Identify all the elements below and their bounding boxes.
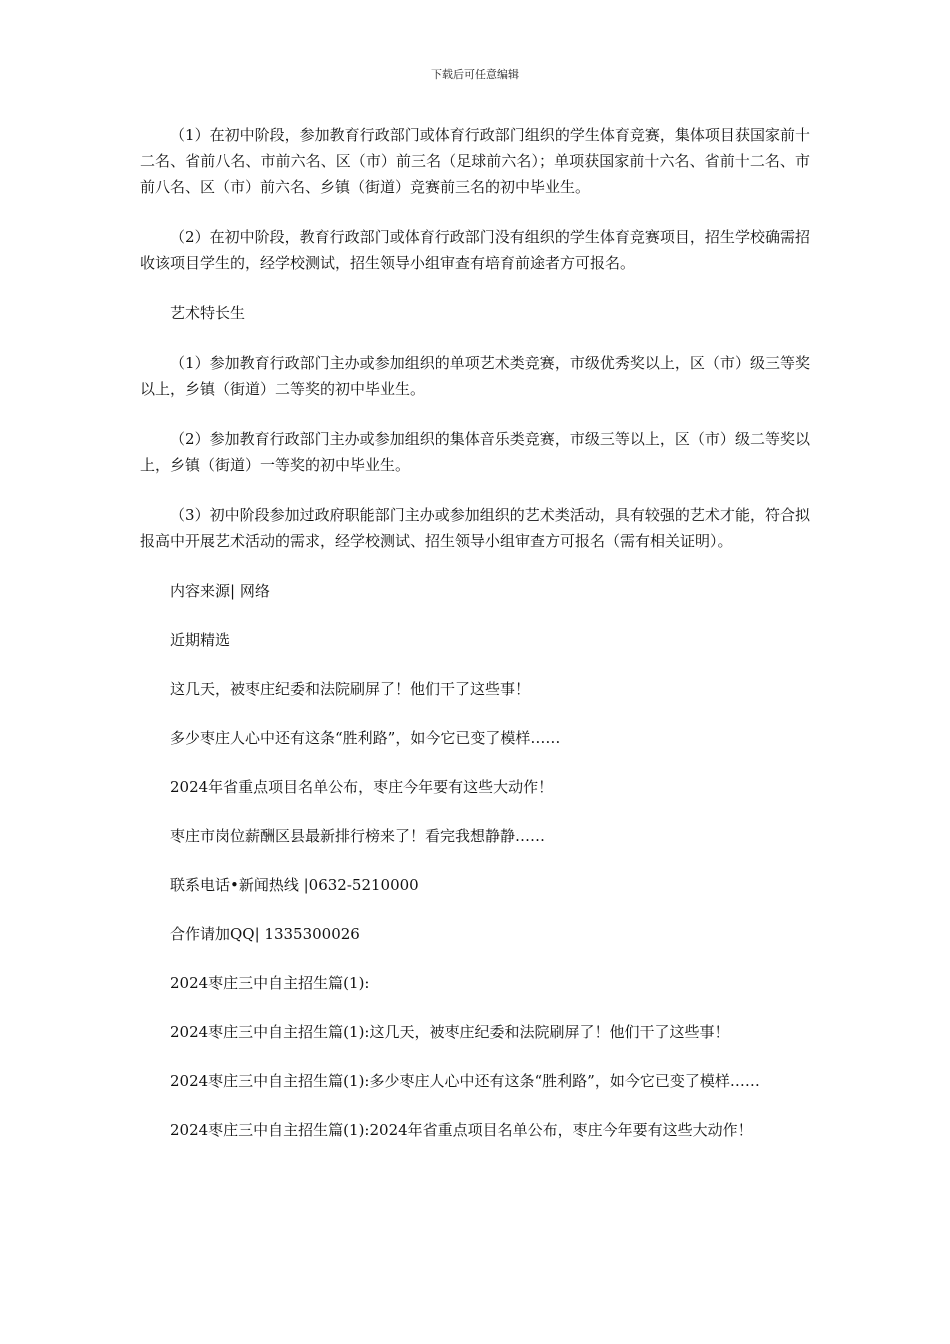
paragraph-sports-2: （2）在初中阶段，教育行政部门或体育行政部门没有组织的学生体育竞赛项目，招生学校确需招收该项目学生的，经学校测试，招生领导小组审查有培育前途者方可报名。 [140, 228, 810, 272]
article-heading: 2024枣庄三中自主招生篇(1): [170, 974, 370, 992]
contact-phone: 联系电话•新闻热线 |0632-5210000 [170, 876, 419, 894]
contact-qq: 合作请加QQ| 1335300026 [170, 925, 360, 943]
page-header: 下载后可任意编辑 [431, 68, 519, 81]
source-line: 内容来源| 网络 [170, 582, 270, 600]
paragraph-art-1: （1）参加教育行政部门主办或参加组织的单项艺术类竞赛，市级优秀奖以上，区（市）级三等奖以上，乡镇（街道）二等奖的初中毕业生。 [140, 354, 810, 398]
recent-pick-item: 这几天，被枣庄纪委和法院刷屏了！他们干了这些事！ [170, 680, 531, 698]
article-line: 2024枣庄三中自主招生篇(1):2024年省重点项目名单公布，枣庄今年要有这些大动作！ [170, 1121, 753, 1139]
recent-pick-item: 2024年省重点项目名单公布，枣庄今年要有这些大动作！ [170, 778, 554, 796]
article-line: 2024枣庄三中自主招生篇(1):这几天，被枣庄纪委和法院刷屏了！他们干了这些事！ [170, 1023, 730, 1041]
recent-pick-item: 多少枣庄人心中还有这条“胜利路”，如今它已变了模样…… [170, 729, 561, 747]
recent-picks-heading: 近期精选 [170, 631, 231, 649]
article-line: 2024枣庄三中自主招生篇(1):多少枣庄人心中还有这条“胜利路”，如今它已变了模样…… [170, 1072, 760, 1090]
document-body [140, 122, 810, 1166]
section-heading-art: 艺术特长生 [170, 304, 246, 322]
paragraph-sports-1: （1）在初中阶段，参加教育行政部门或体育行政部门组织的学生体育竞赛，集体项目获国家前十二名、省前八名、市前六名、区（市）前三名（足球前六名）；单项获国家前十六名、省前十二名、市前八名、区（市）前六名、乡镇（街道）竞赛前三名的初中毕业生。 [140, 126, 810, 196]
paragraph-art-3: （3）初中阶段参加过政府职能部门主办或参加组织的艺术类活动，具有较强的艺术才能，符合拟报高中开展艺术活动的需求，经学校测试、招生领导小组审查方可报名（需有相关证明）。 [140, 506, 810, 550]
recent-pick-item: 枣庄市岗位薪酬区县最新排行榜来了！看完我想静静…… [170, 827, 546, 845]
paragraph-art-2: （2）参加教育行政部门主办或参加组织的集体音乐类竞赛，市级三等以上，区（市）级二等奖以上，乡镇（街道）一等奖的初中毕业生。 [140, 430, 810, 474]
